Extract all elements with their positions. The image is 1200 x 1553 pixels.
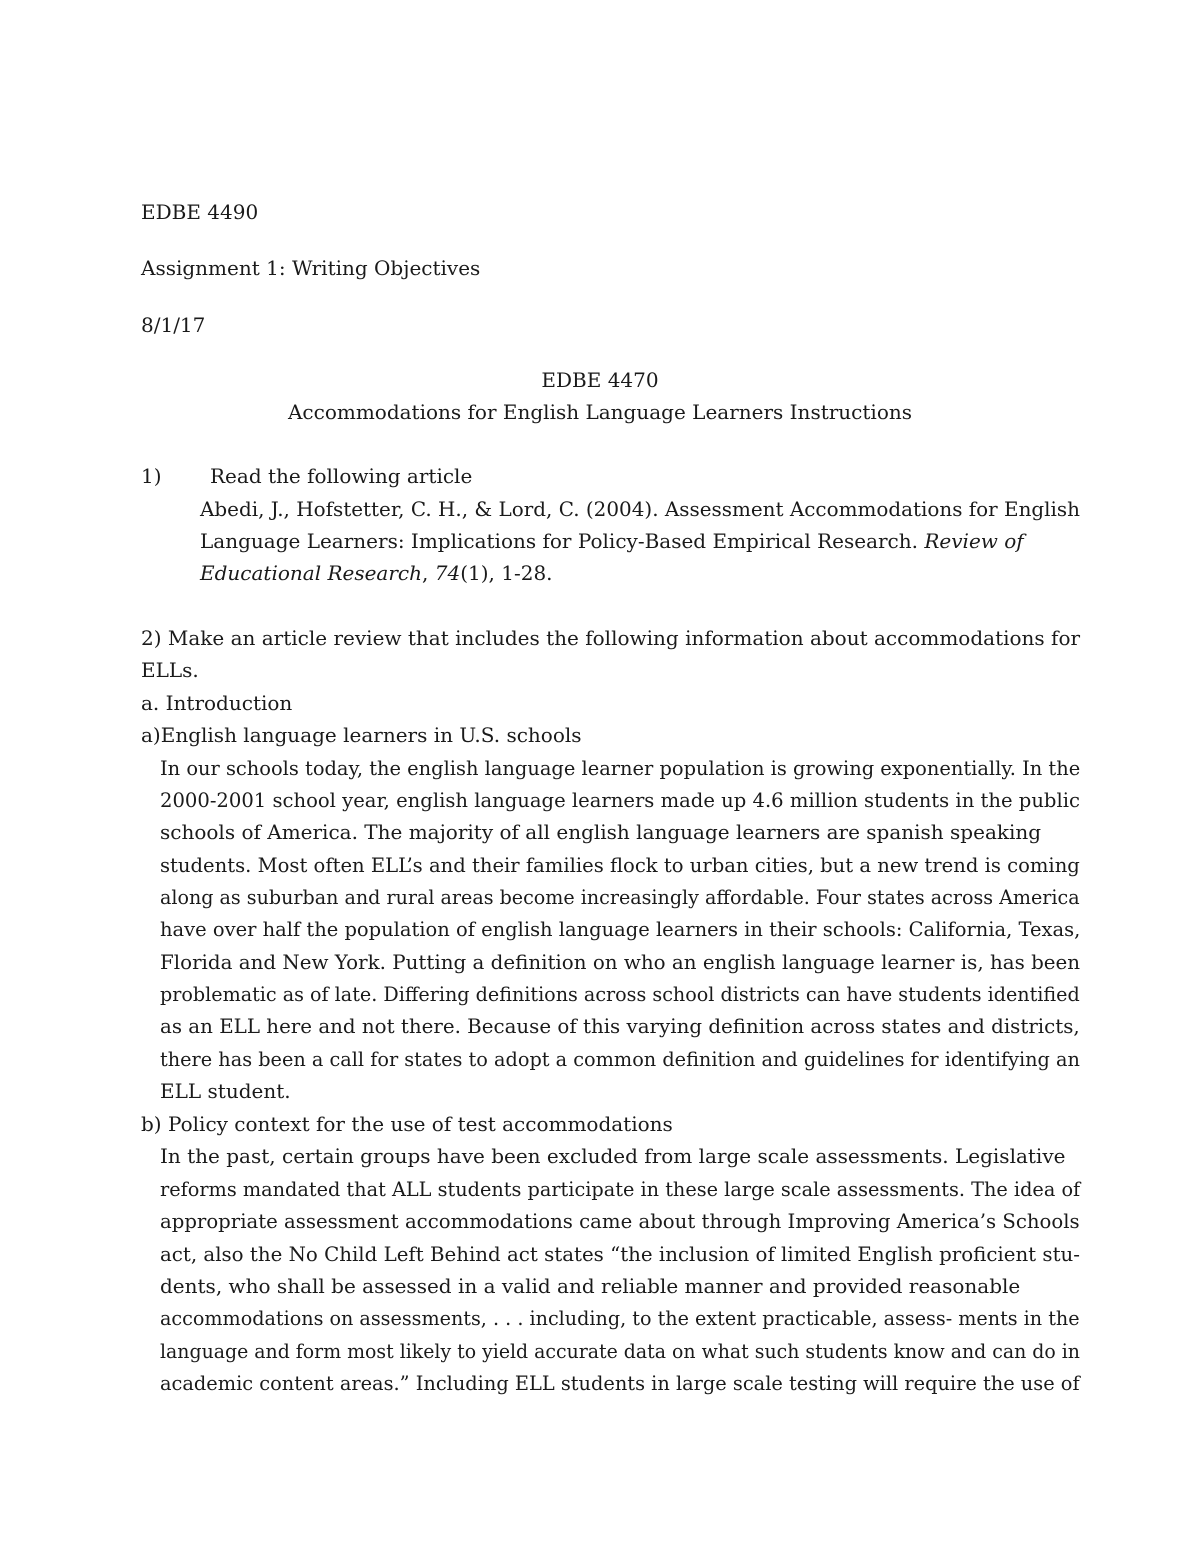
journal-name-part-1: Review of <box>924 529 1024 553</box>
paragraph-line: accommodations on assessments, . . . including, to the extent practicable, assess- ments in the <box>160 1306 1080 1330</box>
citation-line-3: Educational Research, 74(1), 1-28. <box>200 561 553 585</box>
journal-issue-pages: (1), 1-28. <box>460 561 553 585</box>
citation-line-1: Abedi, J., Hofstetter, C. H., & Lord, C. (2004). Assessment Accommodations for English <box>200 497 1080 521</box>
paragraph-line: problematic as of late. Differing definitions across school districts can have students identified <box>160 982 1080 1006</box>
step-2-line-2: ELLs. <box>141 658 199 682</box>
paragraph-line: as an ELL here and not there. Because of this varying definition across states and districts, <box>160 1014 1080 1038</box>
assignment-title: Assignment 1: Writing Objectives <box>141 256 481 280</box>
step-1-instruction: Read the following article <box>210 464 473 488</box>
title-course-code: EDBE 4470 <box>541 368 659 392</box>
paragraph-line: have over half the population of english language learners in their schools: California, Texas, <box>160 917 1081 941</box>
paragraph-line: students. Most often ELL’s and their families flock to urban cities, but a new trend is coming <box>160 853 1080 877</box>
paragraph-line: Florida and New York. Putting a definition on who an english language learner is, has been <box>160 950 1081 974</box>
page-title: Accommodations for English Language Learners Instructions <box>287 400 913 424</box>
paragraph-line: ELL student. <box>160 1079 291 1103</box>
paragraph-line: 2000-2001 school year, english language learners made up 4.6 million students in the public <box>160 788 1080 812</box>
paragraph-line: along as suburban and rural areas become increasingly affordable. Four states across America <box>160 885 1080 909</box>
paragraph-line: In our schools today, the english language learner population is growing exponentially. In the <box>160 756 1081 780</box>
course-code: EDBE 4490 <box>141 200 259 224</box>
citation-title-text: Language Learners: Implications for Policy-Based Empirical Research. <box>200 529 925 553</box>
paragraph-line: act, also the No Child Left Behind act states “the inclusion of limited English proficient stu- <box>160 1242 1080 1266</box>
paragraph-line: In the past, certain groups have been excluded from large scale assessments. Legislative <box>160 1144 1066 1168</box>
subsection-b-heading: b) Policy context for the use of test accommodations <box>141 1112 673 1136</box>
section-a-heading: a. Introduction <box>141 691 293 715</box>
paragraph-line: language and form most likely to yield accurate data on what such students know and can do in <box>160 1339 1080 1363</box>
document-date: 8/1/17 <box>141 313 206 337</box>
paragraph-line: there has been a call for states to adopt a common definition and guidelines for identifying an <box>160 1047 1080 1071</box>
citation-line-2 <box>200 527 1024 555</box>
paragraph-line: academic content areas.” Including ELL students in large scale testing will require the use of <box>160 1371 1080 1395</box>
journal-volume: 74 <box>434 561 461 585</box>
paragraph-line: reforms mandated that ALL students participate in these large scale assessments. The idea of <box>160 1177 1081 1201</box>
step-2-line-1: 2) Make an article review that includes the following information about accommodations for <box>141 626 1081 650</box>
journal-name-part-2: Educational Research <box>200 561 423 585</box>
paragraph-line: schools of America. The majority of all english language learners are spanish speaking <box>160 820 1042 844</box>
subsection-a-heading: a)English language learners in U.S. schools <box>141 723 582 747</box>
paragraph-line: dents, who shall be assessed in a valid and reliable manner and provided reasonable <box>160 1274 1021 1298</box>
step-1-number: 1) <box>141 464 162 488</box>
paragraph-line: appropriate assessment accommodations came about through Improving America’s Schools <box>160 1209 1080 1233</box>
